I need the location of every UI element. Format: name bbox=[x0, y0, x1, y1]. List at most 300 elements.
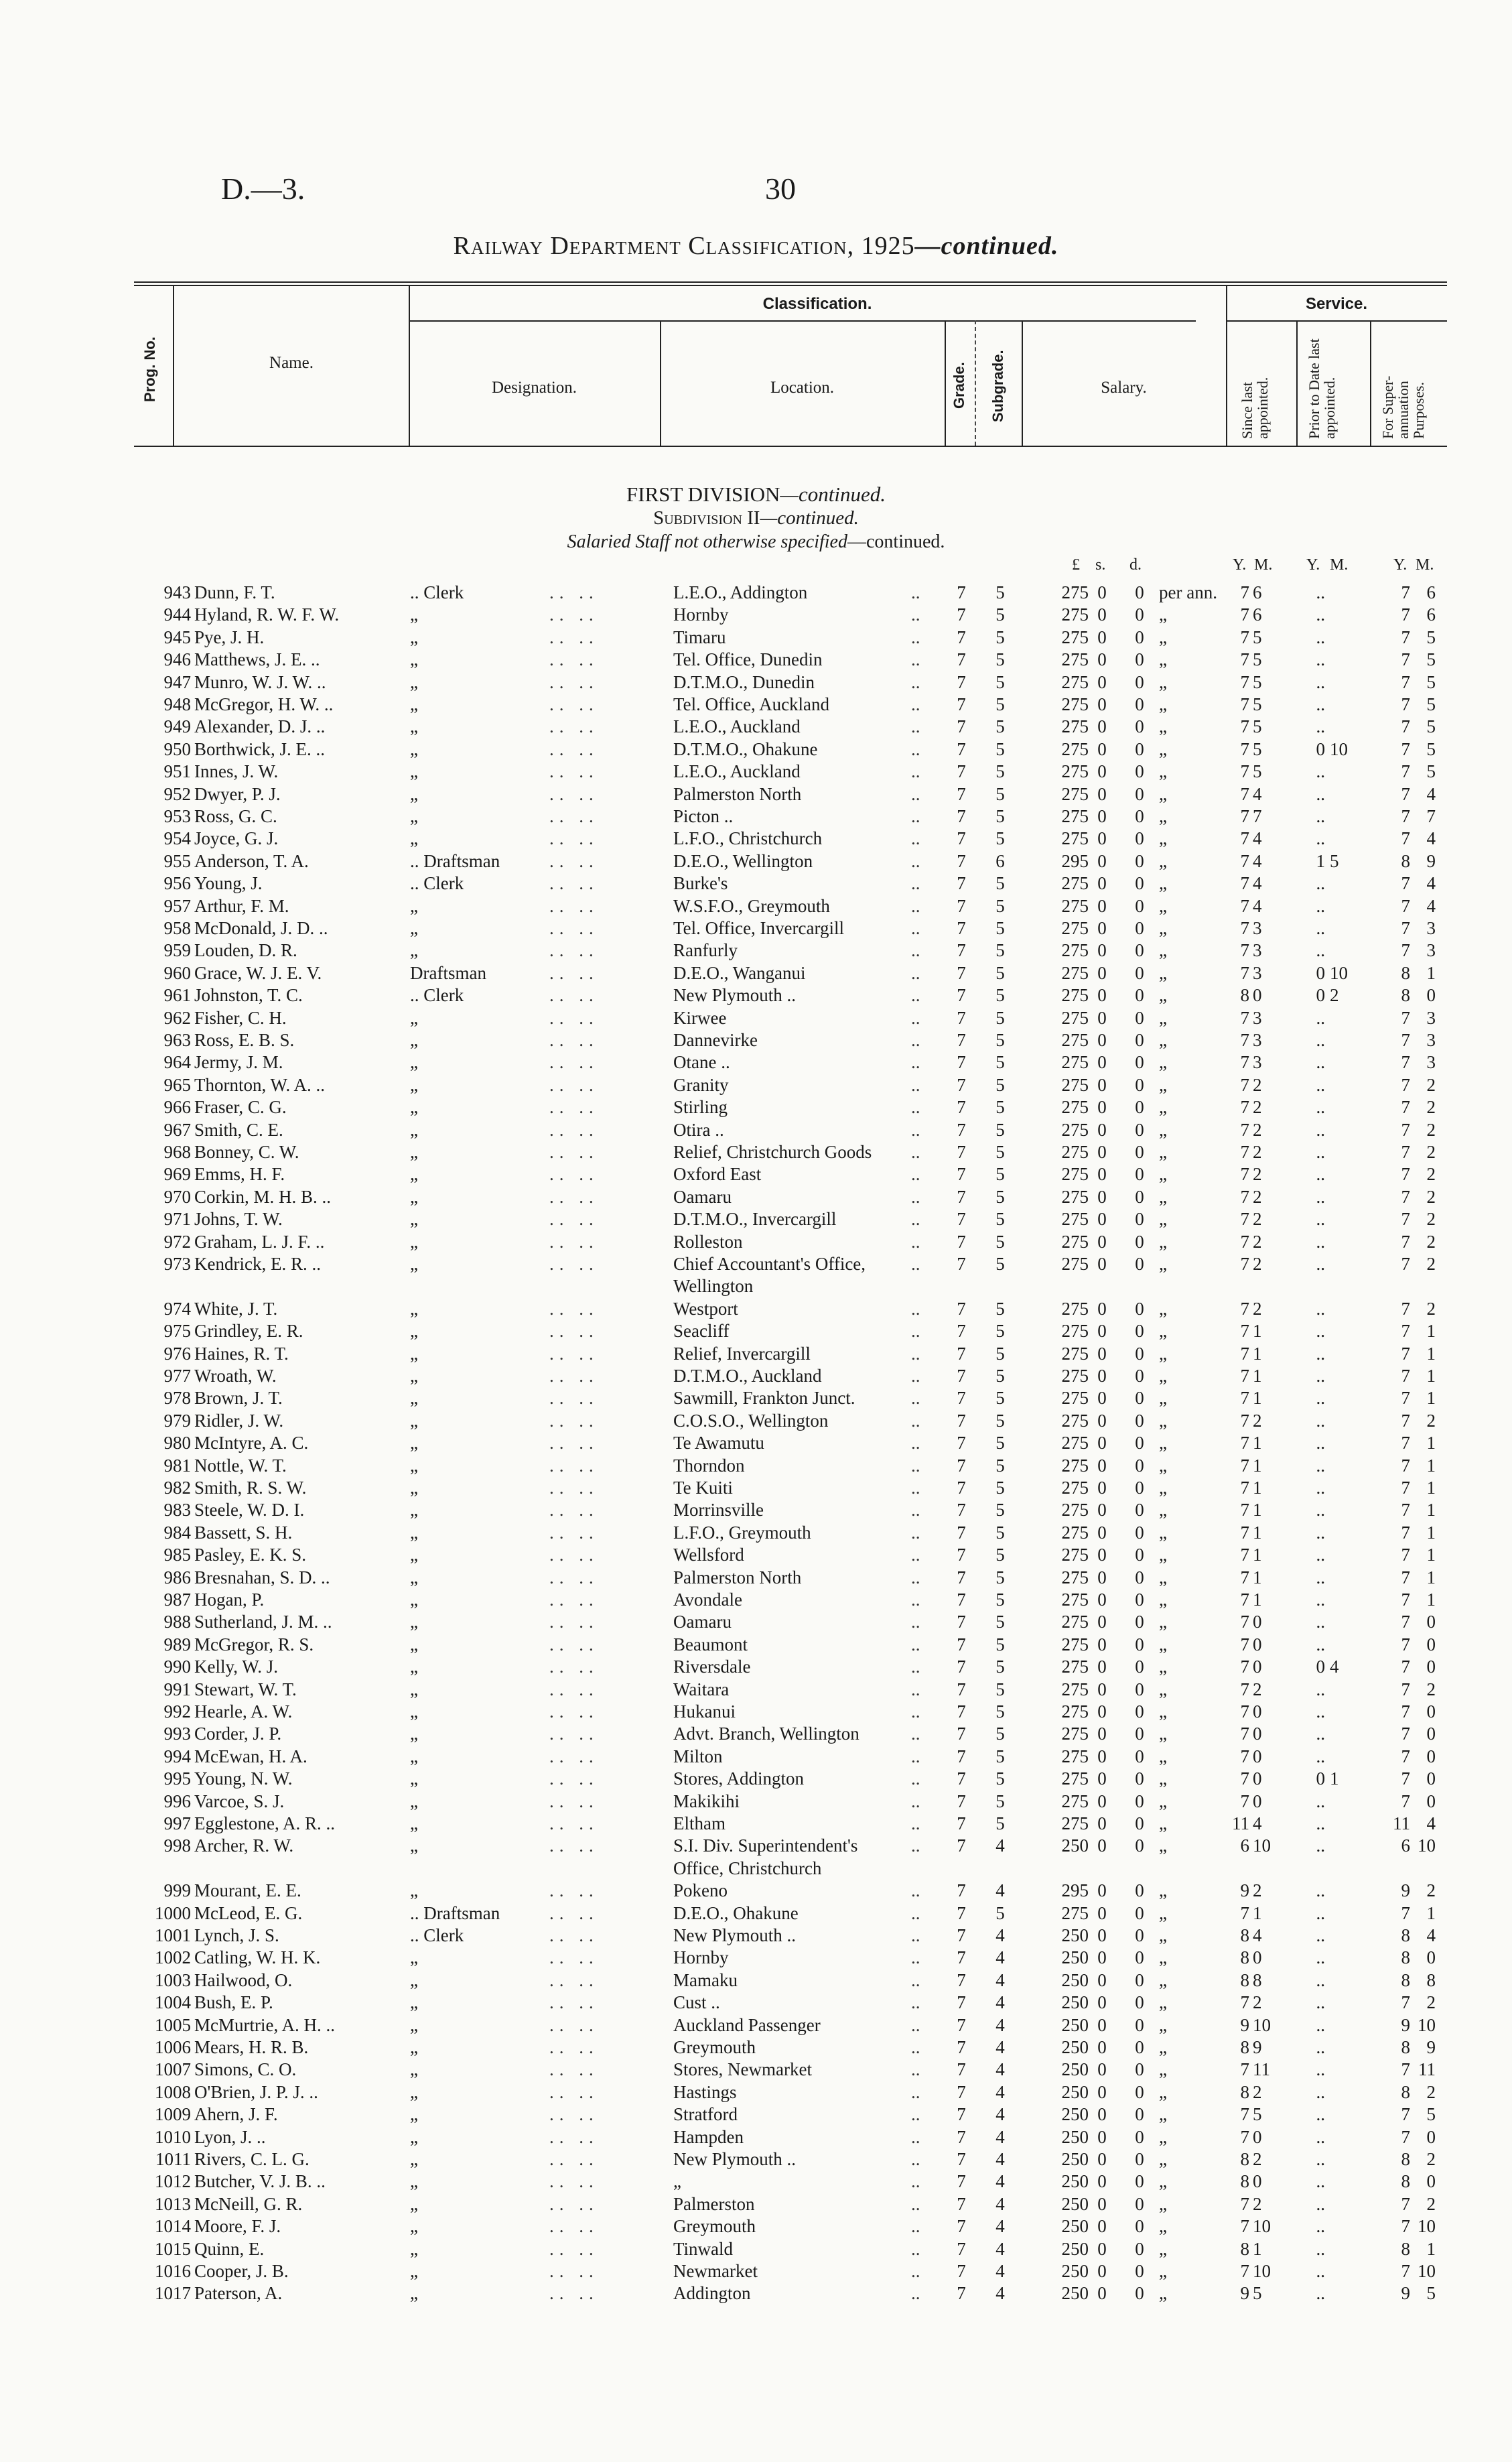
leader-dots: .. bbox=[911, 1791, 920, 1811]
leader-dots: .. .. bbox=[549, 2059, 599, 2080]
cell-salary-shillings: 0 bbox=[1097, 1030, 1107, 1050]
cell-super-months: 2 bbox=[1426, 2193, 1436, 2214]
cell-since-years: 7 bbox=[1240, 1254, 1249, 1274]
cell-salary-pounds: 250 bbox=[1061, 2059, 1089, 2080]
cell-since-months: 4 bbox=[1253, 895, 1262, 916]
cell-designation: „ bbox=[410, 1321, 418, 1342]
cell-super-months: 5 bbox=[1426, 761, 1436, 782]
cell-designation: „ bbox=[410, 2171, 418, 2192]
cell-salary-pence: 0 bbox=[1135, 1813, 1144, 1833]
cell-prog-no: 996 bbox=[163, 1791, 191, 1811]
cell-prog-no: 966 bbox=[163, 1097, 191, 1118]
cell-salary-period: „ bbox=[1159, 1119, 1167, 1140]
cell-salary-shillings: 0 bbox=[1097, 761, 1107, 782]
cell-subgrade: 5 bbox=[995, 783, 1005, 804]
cell-salary-pounds: 250 bbox=[1061, 1835, 1089, 1856]
cell-since-years: 7 bbox=[1240, 1030, 1249, 1050]
cell-prior-years: .. bbox=[1316, 1455, 1325, 1476]
cell-salary-shillings: 0 bbox=[1097, 1925, 1107, 1945]
cell-super-years: 7 bbox=[1401, 761, 1410, 782]
leader-dots: .. bbox=[911, 940, 920, 961]
leader-dots: .. .. bbox=[549, 1366, 599, 1386]
cell-prog-no: 949 bbox=[163, 716, 191, 737]
cell-salary-period: „ bbox=[1159, 1007, 1167, 1028]
cell-prog-no: 956 bbox=[163, 873, 191, 894]
cell-designation: „ bbox=[410, 1992, 418, 2013]
cell-salary-pence: 0 bbox=[1135, 1254, 1144, 1274]
leader-dots: .. .. bbox=[549, 1007, 599, 1028]
cell-super-years: 7 bbox=[1401, 1612, 1410, 1632]
table-row bbox=[0, 962, 1512, 984]
table-row bbox=[0, 2193, 1512, 2215]
table-row bbox=[0, 1902, 1512, 1925]
cell-name: Louden, D. R. bbox=[194, 940, 297, 961]
cell-prog-no: 1017 bbox=[155, 2283, 191, 2304]
cell-salary-period: „ bbox=[1159, 1433, 1167, 1453]
cell-location: Tinwald bbox=[673, 2238, 734, 2259]
cell-prior-years: .. bbox=[1316, 2104, 1325, 2125]
cell-grade: 7 bbox=[957, 2104, 966, 2125]
cell-location: C.O.S.O., Wellington bbox=[673, 1410, 829, 1431]
cell-name: Dwyer, P. J. bbox=[194, 783, 281, 804]
page-number: 30 bbox=[765, 172, 796, 206]
cell-designation: „ bbox=[410, 1679, 418, 1699]
leader-dots: .. bbox=[911, 1410, 920, 1431]
cell-salary-pence: 0 bbox=[1135, 1366, 1144, 1386]
cell-prior-months: 2 bbox=[1330, 985, 1339, 1006]
cell-designation: „ bbox=[410, 1254, 418, 1274]
table-row bbox=[0, 1141, 1512, 1163]
leader-dots: .. bbox=[911, 2149, 920, 2169]
cell-prior-years: .. bbox=[1316, 671, 1325, 692]
cell-name: Smith, C. E. bbox=[194, 1119, 283, 1140]
cell-salary-pounds: 250 bbox=[1061, 2104, 1089, 2125]
cell-designation: „ bbox=[410, 2283, 418, 2304]
cell-grade: 7 bbox=[957, 1791, 966, 1811]
cell-super-months: 1 bbox=[1426, 1343, 1436, 1364]
cell-salary-pounds: 250 bbox=[1061, 1947, 1089, 1968]
cell-salary-pounds: 250 bbox=[1061, 1992, 1089, 2013]
leader-dots: .. bbox=[911, 873, 920, 894]
table-row bbox=[0, 1298, 1512, 1320]
cell-since-months: 5 bbox=[1253, 2104, 1262, 2125]
cell-prog-no: 947 bbox=[163, 671, 191, 692]
cell-location: Wellsford bbox=[673, 1545, 744, 1565]
cell-subgrade: 5 bbox=[995, 694, 1005, 714]
cell-prior-years: .. bbox=[1316, 2126, 1325, 2147]
leader-dots: .. bbox=[911, 1701, 920, 1722]
cell-salary-pence: 0 bbox=[1135, 2216, 1144, 2237]
cell-name: Hearle, A. W. bbox=[194, 1701, 293, 1722]
table-row bbox=[0, 940, 1512, 962]
table-row bbox=[0, 1029, 1512, 1051]
cell-grade: 7 bbox=[957, 2126, 966, 2147]
cell-name: Varcoe, S. J. bbox=[194, 1791, 285, 1811]
cell-super-months: 5 bbox=[1426, 694, 1436, 714]
table-row bbox=[0, 716, 1512, 738]
cell-prog-no: 954 bbox=[163, 828, 191, 849]
table-row bbox=[0, 1343, 1512, 1365]
cell-super-years: 8 bbox=[1401, 2149, 1410, 2169]
header-name: Name. bbox=[269, 354, 314, 372]
cell-grade: 7 bbox=[957, 940, 966, 961]
cell-grade: 7 bbox=[957, 1724, 966, 1744]
cell-since-years: 7 bbox=[1240, 1388, 1249, 1409]
cell-salary-pounds: 275 bbox=[1061, 1567, 1089, 1588]
cell-salary-shillings: 0 bbox=[1097, 1074, 1107, 1095]
cell-grade: 7 bbox=[957, 2261, 966, 2281]
leader-dots: .. .. bbox=[549, 940, 599, 961]
cell-salary-pence: 0 bbox=[1135, 895, 1144, 916]
cell-super-years: 7 bbox=[1401, 783, 1410, 804]
cell-since-months: 1 bbox=[1253, 1500, 1262, 1520]
cell-super-months: 10 bbox=[1418, 2014, 1436, 2035]
cell-grade: 7 bbox=[957, 627, 966, 647]
cell-prog-no: 989 bbox=[163, 1634, 191, 1655]
cell-name: O'Brien, J. P. J. .. bbox=[194, 2081, 318, 2102]
cell-salary-pounds: 275 bbox=[1061, 1500, 1089, 1520]
cell-super-years: 7 bbox=[1401, 828, 1410, 849]
cell-since-months: 0 bbox=[1253, 1701, 1262, 1722]
table-row bbox=[0, 1567, 1512, 1589]
cell-super-months: 7 bbox=[1426, 806, 1436, 826]
cell-designation: „ bbox=[410, 1478, 418, 1498]
leader-dots: .. bbox=[911, 783, 920, 804]
cell-super-years: 7 bbox=[1401, 1366, 1410, 1386]
cell-designation: „ bbox=[410, 1522, 418, 1543]
cell-super-years: 7 bbox=[1401, 1074, 1410, 1095]
cell-salary-period: „ bbox=[1159, 2037, 1167, 2057]
leader-dots: .. bbox=[911, 604, 920, 625]
cell-location: Rolleston bbox=[673, 1231, 743, 1252]
cell-prog-no: 971 bbox=[163, 1209, 191, 1230]
cell-grade: 7 bbox=[957, 828, 966, 849]
cell-prior-years: .. bbox=[1316, 2283, 1325, 2304]
cell-salary-period: „ bbox=[1159, 1074, 1167, 1095]
cell-since-months: 3 bbox=[1253, 1030, 1262, 1050]
cell-subgrade: 5 bbox=[995, 1097, 1005, 1118]
cell-since-years: 9 bbox=[1240, 2014, 1249, 2035]
leader-dots: .. bbox=[911, 1724, 920, 1744]
cell-salary-period: „ bbox=[1159, 1724, 1167, 1744]
leader-dots: .. bbox=[911, 985, 920, 1006]
cell-salary-shillings: 0 bbox=[1097, 828, 1107, 849]
leader-dots: .. bbox=[911, 1902, 920, 1923]
table-row bbox=[0, 1925, 1512, 1947]
cell-super-years: 7 bbox=[1401, 1343, 1410, 1364]
cell-since-years: 8 bbox=[1240, 2171, 1249, 2192]
cell-salary-shillings: 0 bbox=[1097, 2216, 1107, 2237]
leader-dots: .. .. bbox=[549, 2193, 599, 2214]
cell-since-years: 7 bbox=[1240, 671, 1249, 692]
cell-location: Waitara bbox=[673, 1679, 730, 1699]
cell-since-years: 7 bbox=[1240, 2126, 1249, 2147]
cell-prog-no: 1009 bbox=[155, 2104, 191, 2125]
cell-super-years: 7 bbox=[1401, 1545, 1410, 1565]
cell-prior-years: .. bbox=[1316, 1097, 1325, 1118]
cell-salary-pounds: 275 bbox=[1061, 1074, 1089, 1095]
header-grade: Grade. bbox=[951, 362, 967, 409]
cell-salary-pounds: 275 bbox=[1061, 1768, 1089, 1789]
cell-subgrade: 5 bbox=[995, 1410, 1005, 1431]
cell-salary-period: „ bbox=[1159, 1701, 1167, 1722]
cell-since-months: 0 bbox=[1253, 1724, 1262, 1744]
cell-salary-period: „ bbox=[1159, 1030, 1167, 1050]
cell-super-years: 9 bbox=[1401, 2283, 1410, 2304]
leader-dots: .. bbox=[911, 1321, 920, 1342]
cell-super-months: 1 bbox=[1426, 962, 1436, 983]
cell-super-years: 8 bbox=[1401, 2081, 1410, 2102]
table-row bbox=[0, 1432, 1512, 1454]
cell-prior-years: .. bbox=[1316, 1254, 1325, 1274]
cell-salary-pounds: 250 bbox=[1061, 1969, 1089, 1990]
cell-since-years: 8 bbox=[1240, 2081, 1249, 2102]
cell-salary-pounds: 250 bbox=[1061, 2149, 1089, 2169]
leader-dots: .. .. bbox=[549, 1947, 599, 1968]
cell-name: Egglestone, A. R. .. bbox=[194, 1813, 335, 1833]
cell-salary-pounds: 250 bbox=[1061, 2171, 1089, 2192]
cell-designation: „ bbox=[410, 895, 418, 916]
unit-month-super: M. bbox=[1416, 556, 1434, 574]
table-row bbox=[0, 2126, 1512, 2148]
cell-prior-years: .. bbox=[1316, 1679, 1325, 1699]
cell-salary-shillings: 0 bbox=[1097, 895, 1107, 916]
cell-subgrade: 5 bbox=[995, 1052, 1005, 1073]
cell-name: White, J. T. bbox=[194, 1298, 278, 1319]
cell-name: Anderson, T. A. bbox=[194, 850, 309, 871]
table-row bbox=[0, 1186, 1512, 1208]
cell-salary-pounds: 275 bbox=[1061, 1097, 1089, 1118]
cell-location: Westport bbox=[673, 1298, 738, 1319]
cell-designation: „ bbox=[410, 2081, 418, 2102]
cell-name: Bush, E. P. bbox=[194, 1992, 273, 2013]
cell-super-months: 2 bbox=[1426, 1679, 1436, 1699]
table-row bbox=[0, 1455, 1512, 1477]
cell-salary-shillings: 0 bbox=[1097, 1500, 1107, 1520]
cell-subgrade: 4 bbox=[995, 2216, 1005, 2237]
cell-super-years: 7 bbox=[1401, 1298, 1410, 1319]
cell-salary-period: „ bbox=[1159, 1791, 1167, 1811]
cell-since-months: 2 bbox=[1253, 1097, 1262, 1118]
cell-prog-no: 994 bbox=[163, 1746, 191, 1766]
cell-salary-pence: 0 bbox=[1135, 716, 1144, 737]
cell-location: D.E.O., Wanganui bbox=[673, 962, 806, 983]
cell-since-years: 7 bbox=[1240, 1433, 1249, 1453]
document-title-continued: —continued. bbox=[914, 232, 1059, 260]
cell-salary-shillings: 0 bbox=[1097, 2238, 1107, 2259]
leader-dots: .. bbox=[911, 1835, 920, 1856]
cell-since-years: 7 bbox=[1240, 1074, 1249, 1095]
cell-salary-pounds: 275 bbox=[1061, 962, 1089, 983]
cell-prior-years: .. bbox=[1316, 2037, 1325, 2057]
cell-subgrade: 4 bbox=[995, 1835, 1005, 1856]
cell-salary-period: „ bbox=[1159, 2261, 1167, 2281]
subdivision-continued: —continued. bbox=[760, 507, 859, 529]
cell-prog-no: 944 bbox=[163, 604, 191, 625]
cell-prog-no: 972 bbox=[163, 1231, 191, 1252]
cell-designation: .. Clerk bbox=[410, 873, 464, 894]
leader-dots: .. .. bbox=[549, 1142, 599, 1162]
cell-since-months: 2 bbox=[1253, 1186, 1262, 1207]
cell-location: Cust .. bbox=[673, 1992, 720, 2013]
leader-dots: .. .. bbox=[549, 1679, 599, 1699]
leader-dots: .. bbox=[911, 895, 920, 916]
cell-name: Ahern, J. F. bbox=[194, 2104, 278, 2125]
cell-salary-pounds: 275 bbox=[1061, 1545, 1089, 1565]
cell-salary-pounds: 275 bbox=[1061, 1813, 1089, 1833]
cell-salary-period: „ bbox=[1159, 2149, 1167, 2169]
cell-super-months: 1 bbox=[1426, 1321, 1436, 1342]
cell-super-months: 5 bbox=[1426, 738, 1436, 759]
cell-prog-no: 987 bbox=[163, 1590, 191, 1610]
cell-location: L.E.O., Auckland bbox=[673, 716, 801, 737]
cell-since-months: 10 bbox=[1253, 2216, 1271, 2237]
cell-salary-shillings: 0 bbox=[1097, 1366, 1107, 1386]
cell-salary-pence: 0 bbox=[1135, 1634, 1144, 1655]
cell-name: Johnston, T. C. bbox=[194, 985, 303, 1006]
leader-dots: .. bbox=[911, 2193, 920, 2214]
cell-location: L.F.O., Greymouth bbox=[673, 1522, 811, 1543]
cell-salary-pounds: 275 bbox=[1061, 1030, 1089, 1050]
cell-salary-shillings: 0 bbox=[1097, 1433, 1107, 1453]
cell-super-months: 4 bbox=[1426, 873, 1436, 894]
cell-name: Steele, W. D. I. bbox=[194, 1500, 305, 1520]
cell-salary-pence: 0 bbox=[1135, 1478, 1144, 1498]
document-title bbox=[0, 231, 1512, 261]
leader-dots: .. .. bbox=[549, 1724, 599, 1744]
cell-name: Borthwick, J. E. .. bbox=[194, 738, 325, 759]
cell-salary-pounds: 250 bbox=[1061, 2081, 1089, 2102]
leader-dots: .. bbox=[911, 1366, 920, 1386]
cell-super-years: 7 bbox=[1401, 1701, 1410, 1722]
cell-name: Haines, R. T. bbox=[194, 1343, 289, 1364]
cell-location: Palmerston North bbox=[673, 783, 802, 804]
cell-subgrade: 5 bbox=[995, 1746, 1005, 1766]
cell-subgrade: 5 bbox=[995, 1813, 1005, 1833]
cell-location: Palmerston bbox=[673, 2193, 755, 2214]
cell-since-months: 1 bbox=[1253, 1567, 1262, 1588]
leader-dots: .. bbox=[911, 582, 920, 602]
cell-super-months: 5 bbox=[1426, 671, 1436, 692]
leader-dots: .. .. bbox=[549, 1030, 599, 1050]
cell-name: Butcher, V. J. B. .. bbox=[194, 2171, 326, 2192]
cell-grade: 7 bbox=[957, 604, 966, 625]
cell-salary-shillings: 0 bbox=[1097, 649, 1107, 670]
cell-since-years: 7 bbox=[1240, 1791, 1249, 1811]
cell-since-months: 2 bbox=[1253, 2149, 1262, 2169]
cell-since-years: 7 bbox=[1240, 1679, 1249, 1699]
cell-since-months: 1 bbox=[1253, 1366, 1262, 1386]
cell-salary-pounds: 250 bbox=[1061, 2126, 1089, 2147]
cell-salary-pounds: 275 bbox=[1061, 627, 1089, 647]
cell-name: Arthur, F. M. bbox=[194, 895, 289, 916]
leader-dots: .. .. bbox=[549, 1455, 599, 1476]
cell-location: Sawmill, Frankton Junct. bbox=[673, 1388, 855, 1409]
cell-salary-pence: 0 bbox=[1135, 1321, 1144, 1342]
cell-location: Oamaru bbox=[673, 1186, 732, 1207]
leader-dots: .. .. bbox=[549, 582, 599, 602]
leader-dots: .. .. bbox=[549, 1746, 599, 1766]
cell-designation: „ bbox=[410, 1746, 418, 1766]
cell-location: L.E.O., Addington bbox=[673, 582, 808, 602]
cell-super-years: 7 bbox=[1401, 1522, 1410, 1543]
cell-salary-pence: 0 bbox=[1135, 1835, 1144, 1856]
cell-prog-no: 997 bbox=[163, 1813, 191, 1833]
cell-designation: „ bbox=[410, 1768, 418, 1789]
cell-grade: 7 bbox=[957, 1992, 966, 2013]
table-row bbox=[0, 1746, 1512, 1768]
cell-prior-months: 5 bbox=[1330, 850, 1339, 871]
cell-salary-pounds: 275 bbox=[1061, 1634, 1089, 1655]
cell-super-months: 1 bbox=[1426, 1567, 1436, 1588]
cell-salary-period: „ bbox=[1159, 1455, 1167, 1476]
table-row bbox=[0, 1007, 1512, 1029]
leader-dots: .. .. bbox=[549, 1545, 599, 1565]
cell-salary-period: „ bbox=[1159, 1366, 1167, 1386]
cell-since-months: 8 bbox=[1253, 1969, 1262, 1990]
cell-prog-no: 943 bbox=[163, 582, 191, 602]
cell-salary-pounds: 275 bbox=[1061, 761, 1089, 782]
cell-grade: 7 bbox=[957, 2149, 966, 2169]
cell-super-months: 1 bbox=[1426, 1590, 1436, 1610]
cell-prog-no: 995 bbox=[163, 1768, 191, 1789]
cell-designation: „ bbox=[410, 1433, 418, 1453]
cell-designation: „ bbox=[410, 1612, 418, 1632]
header-prog-no: Prog. No. bbox=[141, 336, 158, 402]
cell-since-months: 10 bbox=[1253, 2261, 1271, 2281]
cell-super-months: 0 bbox=[1426, 2171, 1436, 2192]
leader-dots: .. .. bbox=[549, 649, 599, 670]
cell-salary-pounds: 275 bbox=[1061, 783, 1089, 804]
cell-location: Hukanui bbox=[673, 1701, 736, 1722]
cell-grade: 7 bbox=[957, 1343, 966, 1364]
table-row bbox=[0, 1723, 1512, 1745]
cell-subgrade: 5 bbox=[995, 985, 1005, 1006]
header-subgrade: Subgrade. bbox=[989, 350, 1006, 422]
leader-dots: .. .. bbox=[549, 1925, 599, 1945]
cell-super-months: 0 bbox=[1426, 1947, 1436, 1968]
leader-dots: .. .. bbox=[549, 1768, 599, 1789]
cell-location: Granity bbox=[673, 1074, 729, 1095]
cell-salary-shillings: 0 bbox=[1097, 1567, 1107, 1588]
leader-dots: .. .. bbox=[549, 985, 599, 1006]
cell-super-years: 7 bbox=[1401, 1030, 1410, 1050]
cell-subgrade: 5 bbox=[995, 1724, 1005, 1744]
cell-super-months: 1 bbox=[1426, 1522, 1436, 1543]
cell-super-years: 7 bbox=[1401, 918, 1410, 938]
cell-subgrade: 5 bbox=[995, 1030, 1005, 1050]
cell-grade: 7 bbox=[957, 918, 966, 938]
cell-designation: .. Draftsman bbox=[410, 1902, 500, 1923]
cell-prior-months: 10 bbox=[1330, 962, 1348, 983]
cell-designation: „ bbox=[410, 1052, 418, 1073]
cell-salary-pence: 0 bbox=[1135, 1590, 1144, 1610]
header-salary: Salary. bbox=[1101, 379, 1147, 397]
leader-dots: .. .. bbox=[549, 2081, 599, 2102]
cell-super-years: 7 bbox=[1401, 1657, 1410, 1677]
cell-designation: „ bbox=[410, 2261, 418, 2281]
table-row bbox=[0, 2014, 1512, 2036]
cell-super-years: 7 bbox=[1401, 1768, 1410, 1789]
cell-since-months: 1 bbox=[1253, 2238, 1262, 2259]
cell-salary-period: „ bbox=[1159, 1231, 1167, 1252]
cell-salary-pounds: 275 bbox=[1061, 806, 1089, 826]
cell-designation: „ bbox=[410, 1366, 418, 1386]
cell-name: Joyce, G. J. bbox=[194, 828, 279, 849]
cell-since-months: 2 bbox=[1253, 1119, 1262, 1140]
cell-super-months: 2 bbox=[1426, 1119, 1436, 1140]
cell-prog-no: 1015 bbox=[155, 2238, 191, 2259]
